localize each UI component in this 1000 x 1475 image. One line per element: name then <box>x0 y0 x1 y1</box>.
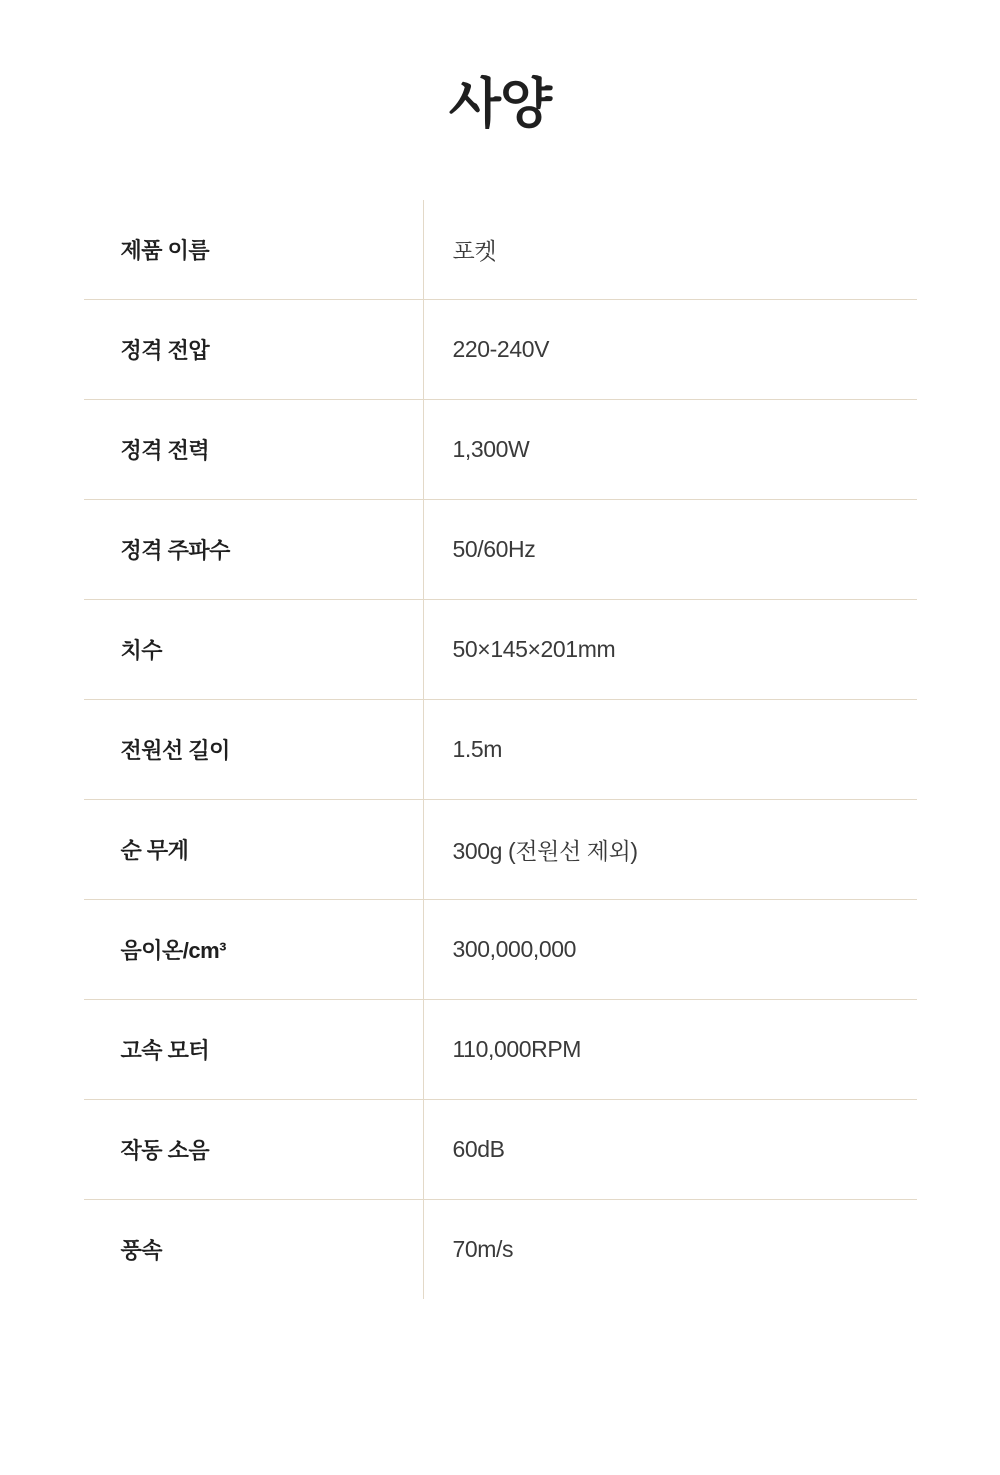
spec-label: 치수 <box>83 599 423 699</box>
spec-value: 50/60Hz <box>423 499 917 599</box>
spec-label: 제품 이름 <box>83 199 423 299</box>
spec-label: 정격 주파수 <box>83 499 423 599</box>
spec-label: 정격 전력 <box>83 399 423 499</box>
specification-table-container <box>83 199 918 1300</box>
spec-label: 풍속 <box>83 1199 423 1299</box>
spec-label: 순 무게 <box>83 799 423 899</box>
spec-value: 60dB <box>423 1099 917 1199</box>
table-row <box>83 499 917 599</box>
spec-value: 70m/s <box>452 1235 514 1262</box>
spec-value: 110,000RPM <box>423 999 917 1099</box>
table-row <box>83 899 917 999</box>
spec-label: 정격 전압 <box>83 299 423 399</box>
table-row <box>83 1099 917 1199</box>
spec-label: 전원선 길이 <box>83 699 423 799</box>
table-row <box>83 699 917 799</box>
table-row <box>83 399 917 499</box>
page-title: 사양 <box>448 74 552 134</box>
table-row <box>83 1199 917 1299</box>
table-row <box>83 799 917 899</box>
table-row <box>83 599 917 699</box>
table-row <box>83 199 917 299</box>
spec-value: 300,000,000 <box>423 899 917 999</box>
spec-label: 음이온/cm³ <box>83 899 423 999</box>
spec-value: 220-240V <box>423 299 917 399</box>
spec-value: 포켓 <box>423 199 917 299</box>
spec-value: 300g (전원선 제외) <box>423 799 917 899</box>
table-row <box>83 999 917 1099</box>
spec-label: 작동 소음 <box>83 1099 423 1199</box>
table-row <box>83 299 917 399</box>
spec-label: 고속 모터 <box>83 999 423 1099</box>
spec-value: 1.5m <box>423 699 917 799</box>
spec-value: 1,300W <box>423 399 917 499</box>
spec-value: 50×145×201mm <box>423 599 917 699</box>
specification-table <box>83 199 918 1300</box>
